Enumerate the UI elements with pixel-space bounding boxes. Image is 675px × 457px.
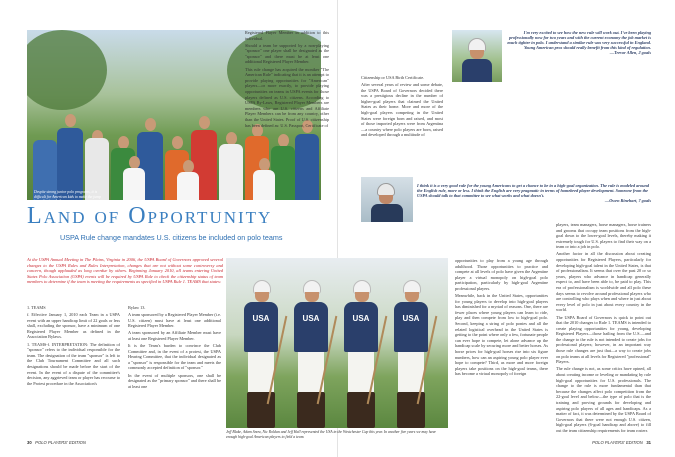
owen-rinehart-photo [361,177,413,222]
left-page-number: 30 [27,440,32,445]
usa-team-photo [226,258,448,428]
column-6: players, team managers, horse managers, horse trainers and grooms that occupy team positions from the high-goal down to the lower-goal levels, thereby making it extremely tough for U.S. players to find their way on a team or into a job in polo. Another factor in all the discussion about creating opportunities for Registered Players, particularly for developing high-goal talent in the United States, is that of professionalism. It seems that over the past 20 or so years, players who advance in handicap generally expect to, and have been able to, be paid to play. This era of professionalism is worldwide and all polo these days seems to revolve around professional players who are controlling who plays when and where in just about every level of polo in just about every country in the world. The USPA Board of Governors is quick to point out that the 2010 changes to Rule 1. TEAMS is intended to create playing opportunities for young, developing Registered Players—those hailing from the U.S.—and the change to the rule is not intended to create jobs for professional players; however, in an important way those rule changes are just that—a way to create jobs on polo teams at all levels for Registered "professional" Players. The rule change is not, as some critics have opined, all about creating income or leveling or mandating by rule high-goal opportunities for U.S. professionals. The change to the rule is more fundamental than that because the changes affect polo competition from the 22-goal level and below—the type of polo that is the training and proving grounds for developing and aspiring polo players of all ages and handicaps. As a matter of fact, it was determined by the USPA Board of Governors that there were not enough U.S. citizen, high-goal players (6-goal handicap and above) to fill out the team citizenship requirements for team rosters [556,222,651,433]
article-subtitle: USPA Rule change mandates U.S. citizens be included on polo teams [60,233,283,242]
article-lede: At the USPA Annual Meeting in The Plains, Virginia in 2006, the USPA Board of Governors approved several changes to the USPA Rules and Rules Interpretation, changes that are not without some controversy and concern, though applauded as long overdue by others. Beginning January 2010, all teams entering United States Polo Association (USPA) events will be required by USPA Rule to check the citizenship status of team members to determine if the team is meeting the requirements as specified in USPA Rule 1. TEAMS that states: [27,257,223,285]
column-5: opportunities to play from a young age through adulthood. Those opportunities to practice and compete at all levels of polo have given the Argentine player a virtual monopoly on high-goal polo participation, particularly by high-goal Argentine professional players. Meanwhile, back in the United States, opportunities for young players to develop into high-goal players has diminished for a myriad of reasons. One, there are fewer places where young players can learn to ride, play and then compete from low to high-goal polo. Second, keeping a string of polo ponies and all the related logistical overhead in the United States is getting to the point where only a few, fortunate people can ever hope to compete, let alone advance up the handicap scale by securing more and better horses. As horse prices for high-goal horses rise into six figure numbers, how can an aspiring young polo player ever hope to compete? Third, as more and more foreign players take positions on the high-goal teams, there has become a virtual monopoly of foreign [455,258,548,377]
right-page-number: 31 [646,440,651,445]
right-magazine-name: POLO PLAYERS' EDITION [592,440,643,445]
column-2: Bylaw 13. A team sponsored by a Registered Player Member (i.e. U.S. citizen) must have at least one additional Registered Player Member. A team sponsored by an Affiliate Member must have at least one Registered Player Member. It is the Team's burden to convince the Club Committee and, in the event of a protest, the USPA Hearing Committee, that the individual designated as a "sponsor" is responsible for the team and meets the commonly accepted definition of "sponsor." In the event of multiple sponsors, one shall be designated as the "primary sponsor" and there shall be at least one [128,305,221,389]
right-page-footer [592,440,651,445]
player-figure: USA [292,280,330,428]
team-photo-caption: Jeff Blake, Adam Snow, Nic Roldan and Jeff Hall represented the USA in the Westchester Cup this year. In another five years we may have enough high-goal American players to field a team. [226,430,436,439]
column-3: Registered Player Member in addition to this individual. Should a team be supported by a non-playing "sponsor" one player shall be designated as the "sponsor" and there must be at least one additional Registered Player Member. This rule change has acquired the moniker "The American Rule" indicating that it is an attempt to provide playing opportunities for "American" players—or more exactly, to provide playing opportunities on teams in USPA events for those players defined as U.S. citizens. According to USPA By-Laws, Registered Player Members are members who are U.S. citizens and Affiliate Player Members can be from any country, other than the United States. Proof of U.S. citizenship has been defined as: U.S. Passport, Certificate of [245,30,329,128]
left-magazine-name: POLO PLAYERS' EDITION [35,440,86,445]
player-figure: USA [392,280,430,428]
pull-quote-owen-rinehart: I think it is a very good rule for the young Americans to get a chance to be in a high-goal organization. The rule is modeled around the English rule, more or less. I think the English are very pragmatic in terms of homebred player development. Someone from the USPA should talk to that committee to see what works and what doesn't. —Owen Rinehart, 7 goals [417,183,651,204]
left-page-footer [27,440,86,445]
player-figure: USA [342,280,380,428]
pull-quote-trevor-allen: I'm very excited to see how the new rule will work out. I've been playing professionally now for two years and with the current economy the job market is much tighter in polo. I understand a similar rule was very successful in England. Young American pros should really benefit from this kind of regulation. —Trevor Allen, 2 goals [507,30,651,56]
player-figure: USA [242,280,280,428]
column-4: Citizenship or USA Birth Certificate. After several years of review and some debate, the USPA Board of Governors decided there was a prestigious decline in the number of higher-goal players that claimed the United States as their home. More and more of the high-goal players competing in the United States were foreign born and raised, and most of those imported players were from Argentina—a country where polo players are born, raised and developed through a multitude of [361,75,443,138]
trevor-allen-photo [452,30,502,82]
junior-photo-caption: Despite strong junior polo programs, it is difficult for American kids to make the jump to professional players. [34,190,101,204]
article-title: Land of Opportunity [27,203,273,229]
column-1: 1. TEAMS f. Effective January 1, 2010 each Team in a USPA event with an upper handicap limit of 22 goals or less shall, excluding the sponsor, have a minimum of one Registered Player Member as defined in the Association Bylaws. 1. TEAMS-f. INTERPRETATION: The definition of "sponsor" refers to the individual responsible for the team. The designation of the team "sponsor" is left to the Club Tournament Committee and all such designations should be made before the start of the event. In the event of a dispute of the committee's decision, any aggrieved team or player has recourse to the Protest procedure in the Association's [27,305,120,386]
